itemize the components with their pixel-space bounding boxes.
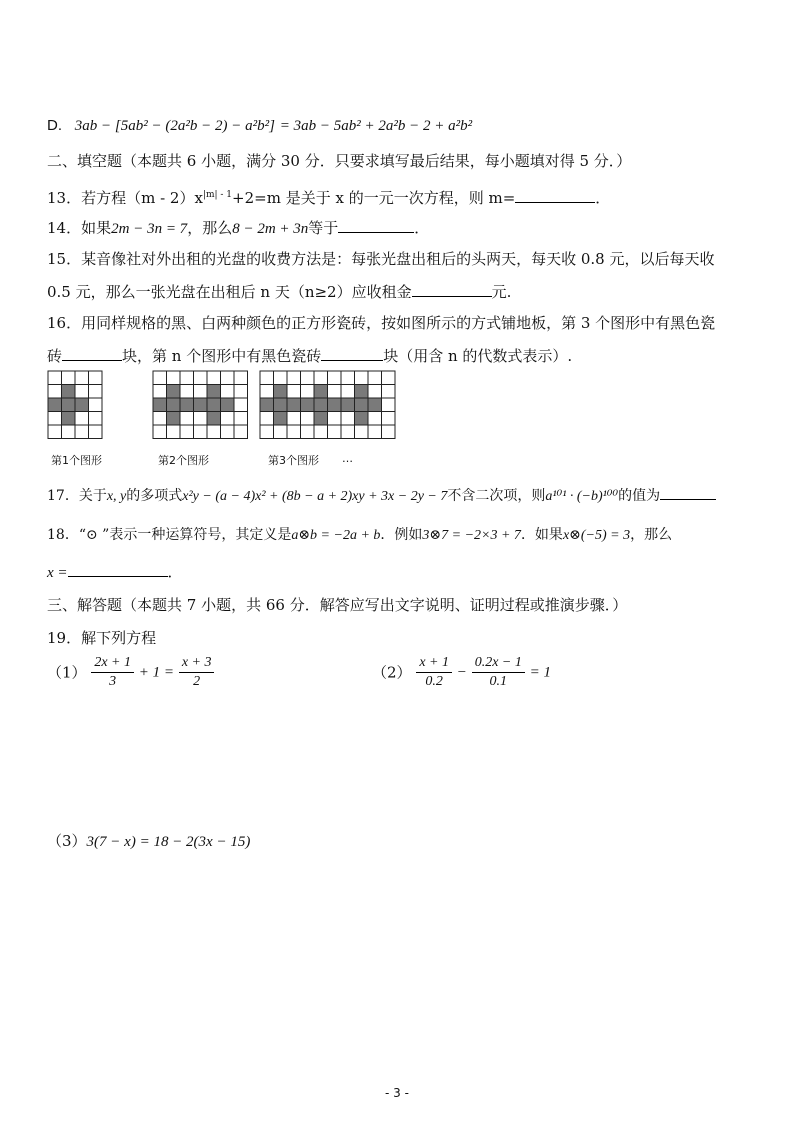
white-tile <box>194 371 208 385</box>
q13-text-a: 若方程（m - 2）x <box>81 189 203 207</box>
q17-text-b: 的多项式 <box>126 488 183 504</box>
black-tile <box>207 398 221 412</box>
q17-text-d: 的值为 <box>618 488 661 504</box>
q19-p2-f1-den: 0.2 <box>425 674 443 689</box>
page-number: - 3 - <box>385 1086 409 1100</box>
q14-end: ． <box>414 219 430 237</box>
white-tile <box>382 385 396 399</box>
black-tile <box>314 412 328 426</box>
white-tile <box>48 425 62 439</box>
white-tile <box>207 425 221 439</box>
black-tile <box>167 398 181 412</box>
question-17 <box>47 483 716 508</box>
q17-answer-blank[interactable] <box>660 483 716 500</box>
q14-text-c: 等于 <box>308 219 339 237</box>
caption-fig-1: 第1个图形 <box>51 454 102 467</box>
white-tile <box>221 385 235 399</box>
white-tile <box>48 412 62 426</box>
section-3-header: 三、解答题（本题共 7 小题，共 66 分．解答应写出文字说明、证明过程或推演步骤．） <box>47 596 628 614</box>
white-tile <box>48 385 62 399</box>
white-tile <box>48 371 62 385</box>
q18-end: ． <box>167 563 183 581</box>
q18-text-c: ．如果 <box>520 527 563 543</box>
white-tile <box>221 425 235 439</box>
white-tile <box>328 371 342 385</box>
black-tile <box>274 398 288 412</box>
black-tile <box>314 398 328 412</box>
black-tile <box>62 412 76 426</box>
question-16-line1: 16．用同样规格的黑、白两种颜色的正方形瓷砖，按如图所示的方式铺地板，第 3 个图形中有黑色瓷 <box>47 314 716 332</box>
q17-polynomial: x²y − (a − 4)x² + (8b − a + 2)xy + 3x − 2y − 7 <box>182 489 448 504</box>
white-tile <box>153 425 167 439</box>
q14-expr1: 2m − 3n = 7 <box>111 221 188 237</box>
white-tile <box>167 371 181 385</box>
black-tile <box>274 385 288 399</box>
tile-figures <box>0 369 794 449</box>
q19-p2-fraction-1 <box>416 654 452 691</box>
white-tile <box>260 385 274 399</box>
q19-p1-mid: + 1 = <box>138 664 175 681</box>
black-tile <box>301 398 315 412</box>
q13-end: ． <box>595 189 611 207</box>
white-tile <box>194 425 208 439</box>
white-tile <box>221 412 235 426</box>
option-d-expr-left: 3ab − [5ab² − (2a²b − 2) − a²b²] <box>74 118 275 134</box>
question-18-line2 <box>47 560 183 584</box>
q19-p1-f2-den: 2 <box>193 674 201 689</box>
white-tile <box>274 425 288 439</box>
white-tile <box>234 412 248 426</box>
q17-number: 17． <box>47 488 79 504</box>
q19-p2-f2-num: 0.2x − 1 <box>472 654 525 673</box>
q18-definition: a⊗b = −2a + b <box>291 528 381 543</box>
white-tile <box>355 425 369 439</box>
q18-condition: x⊗(−5) = 3 <box>562 528 631 543</box>
question-13 <box>47 184 610 209</box>
white-tile <box>89 425 103 439</box>
q14-expr2: 8 − 2m + 3n <box>232 221 309 237</box>
option-d-label: D. <box>47 117 62 134</box>
q15-end: 元. <box>491 283 512 301</box>
black-tile <box>153 398 167 412</box>
white-tile <box>341 385 355 399</box>
q18-x-equals: x = <box>47 565 68 581</box>
black-tile <box>314 385 328 399</box>
black-tile <box>328 398 342 412</box>
white-tile <box>287 425 301 439</box>
q14-answer-blank[interactable] <box>338 216 414 233</box>
option-d <box>47 114 472 137</box>
q16-blank-1[interactable] <box>62 344 122 361</box>
white-tile <box>89 385 103 399</box>
white-tile <box>328 412 342 426</box>
tile-figure-3 <box>260 371 395 439</box>
white-tile <box>260 425 274 439</box>
black-tile <box>62 398 76 412</box>
white-tile <box>180 412 194 426</box>
white-tile <box>62 371 76 385</box>
white-tile <box>153 412 167 426</box>
q19-p1-label: （1） <box>47 663 87 682</box>
white-tile <box>75 371 89 385</box>
white-tile <box>75 412 89 426</box>
q13-number: 13． <box>47 189 82 207</box>
q18-text-d: ，那么 <box>630 527 673 543</box>
white-tile <box>62 425 76 439</box>
tile-figure-2 <box>153 371 248 439</box>
q16-text-a: 砖 <box>47 347 63 365</box>
black-tile <box>207 412 221 426</box>
q18-answer-blank[interactable] <box>68 560 168 577</box>
white-tile <box>328 425 342 439</box>
caption-ellipsis: … <box>342 452 353 465</box>
section-2-header: 二、填空题（本题共 6 小题，满分 30 分．只要求填写最后结果，每小题填对得 5 分．） <box>47 152 632 170</box>
white-tile <box>89 371 103 385</box>
q19-p2-fraction-2 <box>472 654 525 691</box>
white-tile <box>341 371 355 385</box>
question-16-line2 <box>47 344 572 367</box>
white-tile <box>355 371 369 385</box>
black-tile <box>75 398 89 412</box>
white-tile <box>382 371 396 385</box>
q19-p1-f2-num: x + 3 <box>179 654 215 673</box>
white-tile <box>234 398 248 412</box>
q17-vars: x, y <box>106 489 127 504</box>
q14-text-a: 如果 <box>81 219 112 237</box>
black-tile <box>368 398 382 412</box>
white-tile <box>368 385 382 399</box>
q16-blank-2[interactable] <box>321 344 383 361</box>
white-tile <box>314 425 328 439</box>
q14-text-b: ，那么 <box>187 219 233 237</box>
black-tile <box>167 412 181 426</box>
white-tile <box>287 412 301 426</box>
white-tile <box>368 371 382 385</box>
white-tile <box>314 371 328 385</box>
q19-p3-expression: 3(7 − x) = 18 − 2(3x − 15) <box>86 834 251 850</box>
white-tile <box>382 425 396 439</box>
question-14 <box>47 216 429 240</box>
q19-p2-f1-num: x + 1 <box>416 654 452 673</box>
black-tile <box>207 385 221 399</box>
black-tile <box>194 398 208 412</box>
q19-part-3 <box>47 830 250 853</box>
white-tile <box>234 425 248 439</box>
white-tile <box>368 425 382 439</box>
white-tile <box>153 371 167 385</box>
white-tile <box>287 385 301 399</box>
black-tile <box>355 412 369 426</box>
q19-p2-f2-den: 0.1 <box>489 674 508 689</box>
q19-p1-fraction-1 <box>91 654 134 691</box>
white-tile <box>207 371 221 385</box>
white-tile <box>260 371 274 385</box>
white-tile <box>234 371 248 385</box>
white-tile <box>180 385 194 399</box>
white-tile <box>167 425 181 439</box>
white-tile <box>75 425 89 439</box>
black-tile <box>48 398 62 412</box>
black-tile <box>287 398 301 412</box>
q15-answer-blank[interactable] <box>412 280 492 297</box>
white-tile <box>274 371 288 385</box>
q19-p2-label: （2） <box>372 663 412 682</box>
white-tile <box>368 412 382 426</box>
caption-fig-2: 第2个图形 <box>158 454 209 467</box>
q17-text-a: 关于 <box>78 488 107 504</box>
q14-number: 14． <box>47 219 82 237</box>
black-tile <box>341 398 355 412</box>
black-tile <box>62 385 76 399</box>
q17-text-c: 不含二次项，则 <box>447 488 546 504</box>
option-d-expr-right: = 3ab − 5ab² + 2a²b − 2 + a²b² <box>279 118 473 134</box>
white-tile <box>89 412 103 426</box>
q19-p1-f1-den: 3 <box>109 674 117 689</box>
white-tile <box>260 412 274 426</box>
question-18 <box>47 524 672 547</box>
white-tile <box>89 398 103 412</box>
white-tile <box>341 412 355 426</box>
white-tile <box>301 385 315 399</box>
q19-part-2 <box>372 654 551 691</box>
white-tile <box>301 412 315 426</box>
q19-p2-mid: − <box>456 664 467 681</box>
q19-p3-label: （3） <box>47 832 87 850</box>
tile-figure-1 <box>48 371 102 439</box>
black-tile <box>260 398 274 412</box>
white-tile <box>194 385 208 399</box>
black-tile <box>221 398 235 412</box>
q13-exponent: |m| - 1 <box>202 190 233 200</box>
white-tile <box>382 398 396 412</box>
question-15-line1: 15．某音像社对外出租的光盘的收费方法是：每张光盘出租后的头两天，每天收 0.8 元，以后每天收 <box>47 250 715 268</box>
q19-p2-end: = 1 <box>529 664 552 681</box>
white-tile <box>180 371 194 385</box>
q19-part-1 <box>47 654 214 691</box>
caption-fig-3: 第3个图形 <box>268 454 319 467</box>
black-tile <box>274 412 288 426</box>
white-tile <box>341 425 355 439</box>
q13-answer-blank[interactable] <box>515 186 595 203</box>
white-tile <box>194 412 208 426</box>
white-tile <box>75 385 89 399</box>
q18-text-b: ．例如 <box>380 527 423 543</box>
q16-text-b: 块，第 n 个图形中有黑色瓷砖 <box>122 347 322 365</box>
white-tile <box>301 371 315 385</box>
white-tile <box>180 425 194 439</box>
black-tile <box>355 398 369 412</box>
white-tile <box>287 371 301 385</box>
black-tile <box>355 385 369 399</box>
q17-target: a¹⁰¹ · (−b)¹⁰⁰ <box>545 489 619 504</box>
q16-text-c: 块（用含 n 的代数式表示）. <box>383 347 573 365</box>
white-tile <box>153 385 167 399</box>
q15-text-a: 0.5 元，那么一张光盘在出租后 n 天（n≥2）应收租金 <box>47 283 412 301</box>
q19-p1-f1-num: 2x + 1 <box>91 654 134 673</box>
black-tile <box>180 398 194 412</box>
q19-p1-fraction-2 <box>179 654 215 691</box>
q18-example: 3⊗7 = −2×3 + 7 <box>422 528 521 543</box>
white-tile <box>301 425 315 439</box>
q18-text-a: “⊙ ”表示一种运算符号，其定义是 <box>78 527 292 543</box>
white-tile <box>234 385 248 399</box>
white-tile <box>328 385 342 399</box>
q18-number: 18． <box>47 527 79 543</box>
question-15-line2 <box>47 280 511 303</box>
white-tile <box>382 412 396 426</box>
white-tile <box>221 371 235 385</box>
question-19-title: 19．解下列方程 <box>47 629 157 647</box>
black-tile <box>167 385 181 399</box>
q13-text-b: +2=m 是关于 x 的一元一次方程，则 m= <box>232 189 516 207</box>
